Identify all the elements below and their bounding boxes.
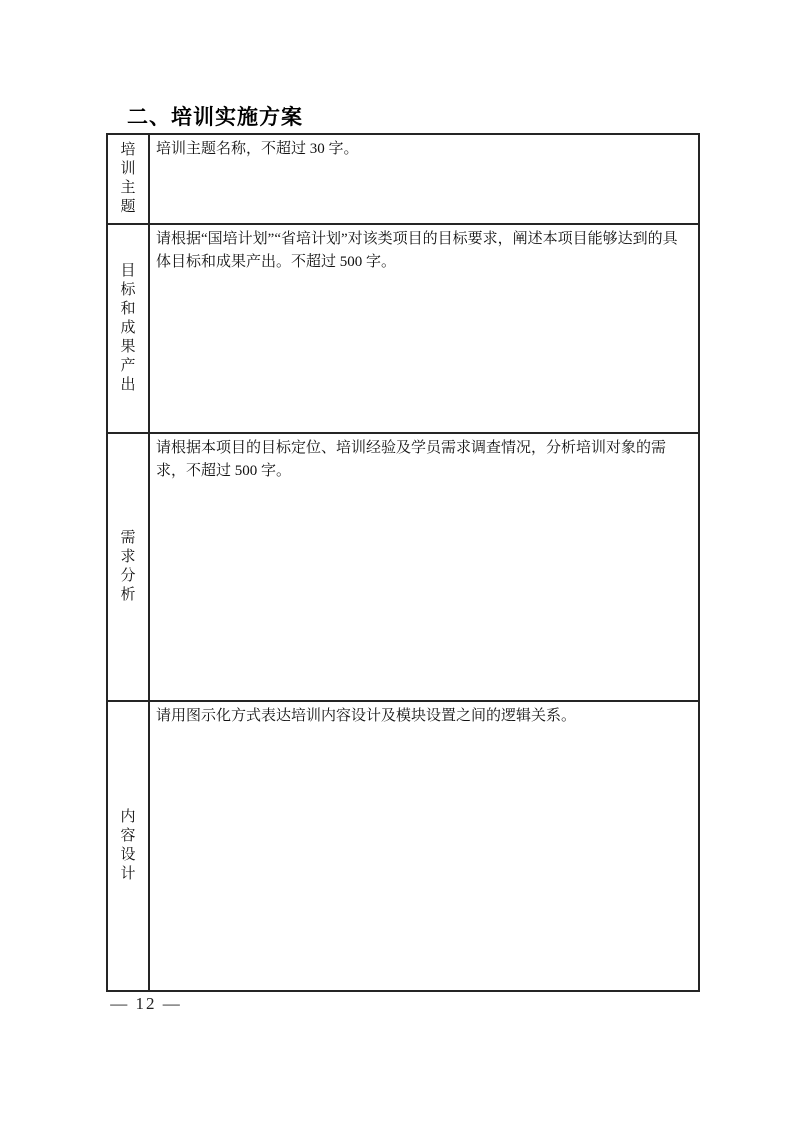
table-row-content-design [108, 702, 698, 990]
cell-goals-outcomes [150, 225, 698, 432]
row-header-training-topic [108, 135, 150, 223]
row-header-label: 需求分析 [120, 530, 136, 603]
table-row-goals-outcomes [108, 225, 698, 434]
cell-instructions-training-topic: 培训主题名称，不超过 30 字。 [156, 141, 359, 157]
table-row-needs-analysis [108, 434, 698, 702]
cell-instructions-content-design: 请用图示化方式表达培训内容设计及模块设置之间的逻辑关系。 [156, 708, 577, 724]
cell-content-design [150, 702, 698, 990]
cell-training-topic [150, 135, 698, 223]
row-header-label: 目标和成果产出 [120, 263, 136, 393]
training-plan-table [106, 133, 700, 992]
section-title: 二、培训实施方案 [127, 106, 303, 129]
row-header-label: 培训主题 [120, 142, 136, 215]
cell-needs-analysis [150, 434, 698, 700]
row-header-goals-outcomes [108, 225, 150, 432]
cell-instructions-goals-outcomes: 请根据“国培计划”“省培计划”对该类项目的目标要求，阐述本项目能够达到的具体目标和成果产出。不超过 500 字。 [156, 231, 678, 270]
row-header-label: 内容设计 [120, 809, 136, 882]
row-header-needs-analysis [108, 434, 150, 700]
row-header-content-design [108, 702, 150, 990]
cell-instructions-needs-analysis: 请根据本项目的目标定位、培训经验及学员需求调查情况，分析培训对象的需求，不超过 500 字。 [156, 440, 667, 479]
page-number: — 12 — [110, 994, 182, 1013]
table-row-training-topic [108, 135, 698, 225]
